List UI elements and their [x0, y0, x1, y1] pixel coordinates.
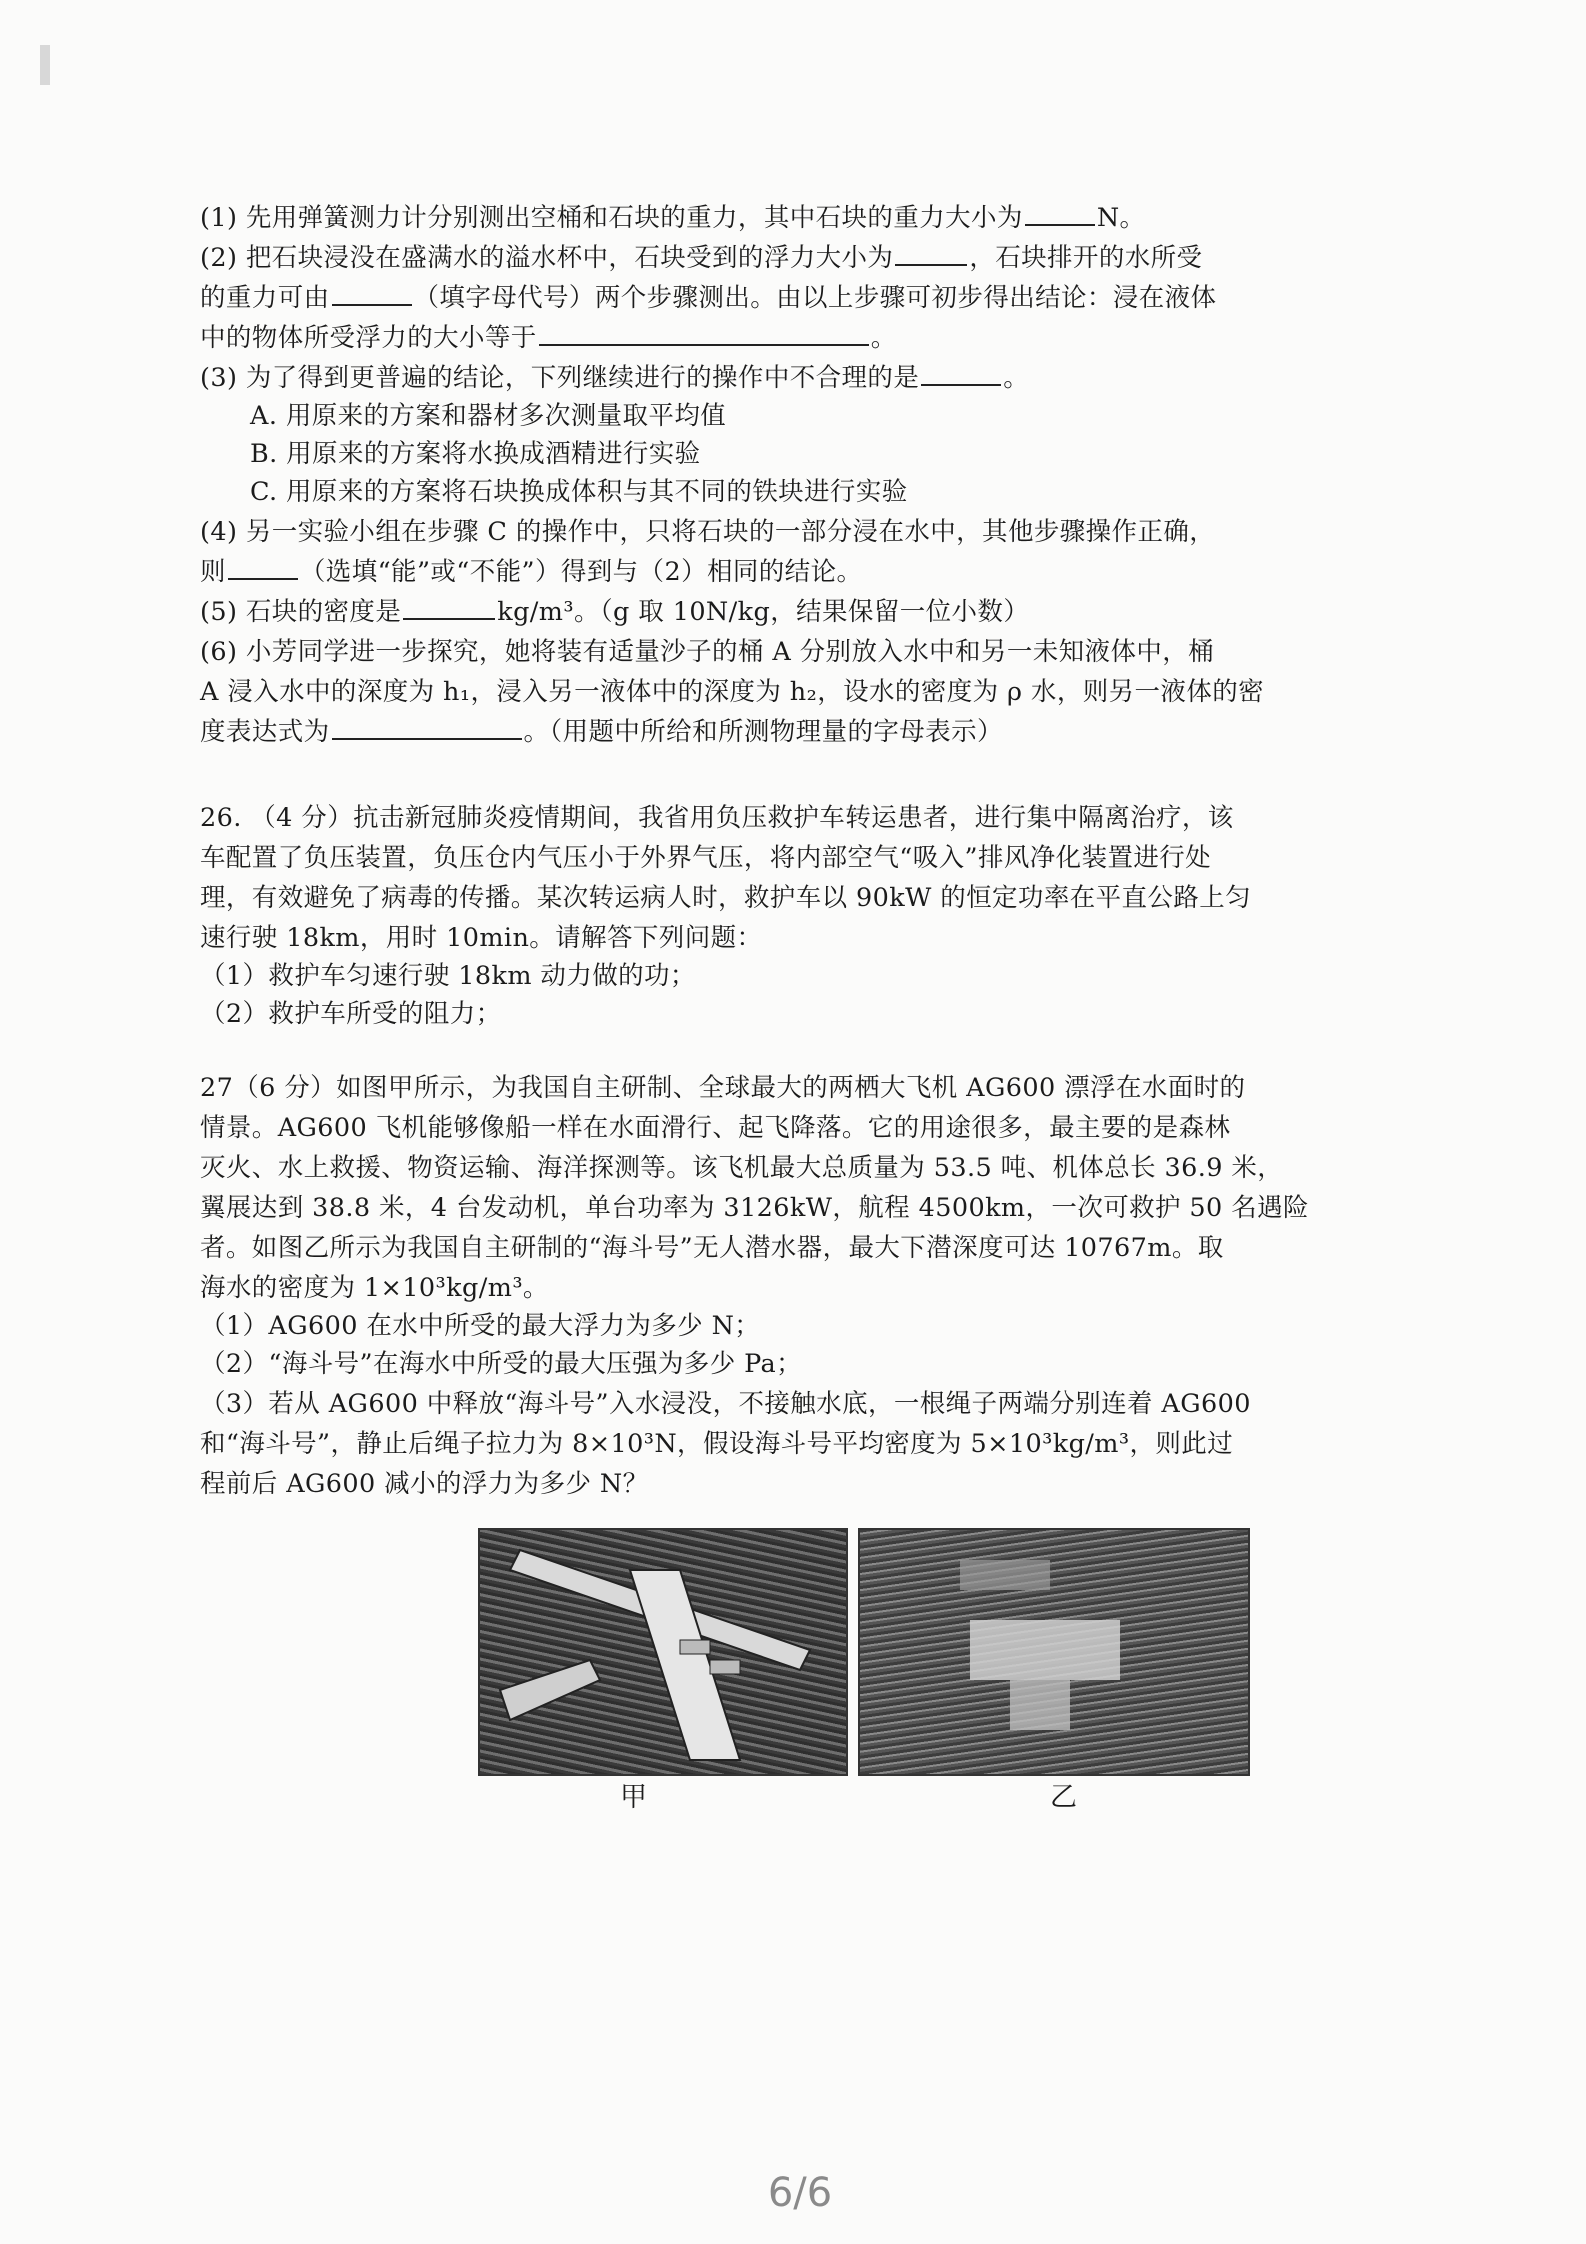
q26-line3: 理，有效避免了病毒的传播。某次转运病人时，救护车以 90kW 的恒定功率在平直公路上匀 [200, 883, 1252, 913]
q25-part1: (1) 先用弹簧测力计分别测出空桶和石块的重力，其中石块的重力大小为 N。 [200, 200, 1145, 236]
answer-blank [228, 554, 298, 580]
q26-sub2: （2）救护车所受的阻力； [200, 999, 502, 1029]
q25-option-c: C. 用原来的方案将石块换成体积与其不同的铁块进行实验 [250, 477, 908, 507]
figure-caption-b: 乙 [1050, 1782, 1077, 1813]
q25-part5: (5) 石块的密度是 kg/m³。（g 取 10N/kg，结果保留一位小数） [200, 594, 1029, 630]
answer-blank [332, 280, 412, 306]
scan-edge-mark [40, 45, 50, 85]
q27-sub3-line1: （3）若从 AG600 中释放“海斗号”入水浸没，不接触水底，一根绳子两端分别连着 AG600 [200, 1389, 1251, 1419]
q25-option-a: A. 用原来的方案和器材多次测量取平均值 [250, 401, 727, 431]
q25-part4-line2: 则 （选填“能”或“不能”）得到与（2）相同的结论。 [200, 554, 862, 590]
q25-part2-line3: 中的物体所受浮力的大小等于 。 [200, 320, 897, 356]
q25-option-b: B. 用原来的方案将水换成酒精进行实验 [250, 439, 701, 469]
q25-part6-line2: A 浸入水中的深度为 h₁，浸入另一液体中的深度为 h₂，设水的密度为 ρ 水，则另一液体的密 [200, 677, 1265, 707]
page-number: 6/6 [767, 2170, 833, 2216]
q25-part2-line2: 的重力可由 （填字母代号）两个步骤测出。由以上步骤可初步得出结论：浸在液体 [200, 280, 1216, 316]
q26-line1: 26. （4 分）抗击新冠肺炎疫情期间，我省用负压救护车转运患者，进行集中隔离治疗，该 [200, 803, 1234, 833]
q27-sub1: （1）AG600 在水中所受的最大浮力为多少 N； [200, 1311, 761, 1341]
q27-sub3-line3: 程前后 AG600 减小的浮力为多少 N？ [200, 1469, 649, 1499]
q27-sub2: （2）“海斗号”在海水中所受的最大压强为多少 Pa； [200, 1349, 803, 1379]
answer-blank [921, 360, 1001, 386]
q26-line2: 车配置了负压装置，负压仓内气压小于外界气压，将内部空气“吸入”排风净化装置进行处 [200, 843, 1212, 873]
q25-part3: (3) 为了得到更普遍的结论，下列继续进行的操作中不合理的是 。 [200, 360, 1029, 396]
q27-line3: 灭火、水上救援、物资运输、海洋探测等。该飞机最大总质量为 53.5 吨、机体总长 36.9 米， [200, 1153, 1284, 1183]
q25-part4-line1: (4) 另一实验小组在步骤 C 的操作中，只将石块的一部分浸在水中，其他步骤操作正确， [200, 517, 1216, 547]
q27-line6: 海水的密度为 1×10³kg/m³。 [200, 1273, 549, 1303]
answer-blank [403, 594, 495, 620]
q26-line4: 速行驶 18km，用时 10min。请解答下列问题： [200, 923, 763, 953]
q27-sub3-line2: 和“海斗号”，静止后绳子拉力为 8×10³N，假设海斗号平均密度为 5×10³kg/m³，则此过 [200, 1429, 1234, 1459]
q25-part2-line1: (2) 把石块浸没在盛满水的溢水杯中，石块受到的浮力大小为 ，石块排开的水所受 [200, 240, 1202, 276]
q26-sub1: （1）救护车匀速行驶 18km 动力做的功； [200, 961, 696, 991]
aircraft-illustration [480, 1530, 846, 1774]
q25-part6-line3: 度表达式为 。（用题中所给和所测物理量的字母表示） [200, 714, 1003, 750]
submersible-illustration [860, 1530, 1248, 1774]
figure-amphibious-aircraft-photo [478, 1528, 848, 1776]
q27-line1: 27（6 分）如图甲所示，为我国自主研制、全球最大的两栖大飞机 AG600 漂浮在水面时的 [200, 1073, 1246, 1103]
answer-blank [1025, 200, 1095, 226]
q27-line5: 者。如图乙所示为我国自主研制的“海斗号”无人潜水器，最大下潜深度可达 10767m。取 [200, 1233, 1224, 1263]
figure-caption-a: 甲 [620, 1782, 647, 1813]
answer-blank [895, 240, 967, 266]
q27-line2: 情景。AG600 飞机能够像船一样在水面滑行、起飞降落。它的用途很多，最主要的是森林 [200, 1113, 1231, 1143]
q27-line4: 翼展达到 38.8 米，4 台发动机，单台功率为 3126kW，航程 4500km，一次可救护 50 名遇险 [200, 1193, 1309, 1223]
figure-submersible-photo [858, 1528, 1250, 1776]
q25-part6-line1: (6) 小芳同学进一步探究，她将装有适量沙子的桶 A 分别放入水中和另一未知液体中，桶 [200, 637, 1215, 667]
answer-blank [332, 714, 522, 740]
answer-blank [539, 320, 869, 346]
